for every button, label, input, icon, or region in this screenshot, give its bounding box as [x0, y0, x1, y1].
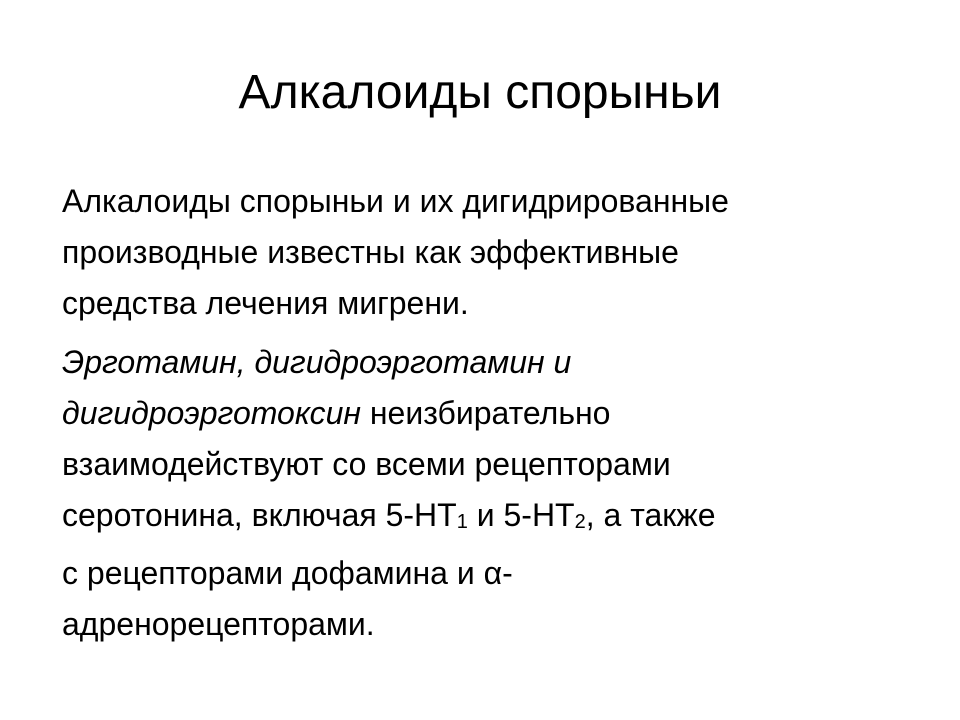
paragraph-receptors-line-6: адренорецепторами. [62, 606, 375, 642]
subscript-1: 1 [456, 511, 468, 533]
paragraph-intro [62, 176, 922, 329]
line-4-text-c: , а также [585, 497, 716, 533]
paragraph-intro-line-2: производные известны как эффективные [62, 234, 679, 270]
paragraph-receptors [62, 337, 922, 650]
paragraph-receptors-line-1 [62, 337, 922, 388]
slide-body [62, 176, 922, 658]
paragraph-receptors-line-3: взаимодействуют со всеми рецепторами [62, 446, 671, 482]
paragraph-receptors-line-2 [62, 388, 922, 439]
subscript-2: 2 [574, 511, 586, 533]
line-4-text-b: и 5-HT [467, 497, 575, 533]
line-4-text-a: серотонина, включая 5-HT [62, 497, 457, 533]
paragraph-receptors-line-5: с рецепторами дофамина и α- [62, 555, 513, 591]
drug-names-italic: Эрготамин, дигидроэрготамин и [62, 344, 572, 380]
paragraph-intro-line-3: средства лечения мигрени. [62, 285, 469, 321]
slide-title: Алкалоиды спорыньи [238, 66, 722, 119]
paragraph-intro-line-1: Алкалоиды спорыньи и их дигидрированные [62, 183, 729, 219]
drug-name-italic: дигидроэрготоксин [62, 395, 361, 431]
paragraph-receptors-line-4 [62, 490, 922, 548]
line-2-text: неизбирательно [360, 395, 611, 431]
